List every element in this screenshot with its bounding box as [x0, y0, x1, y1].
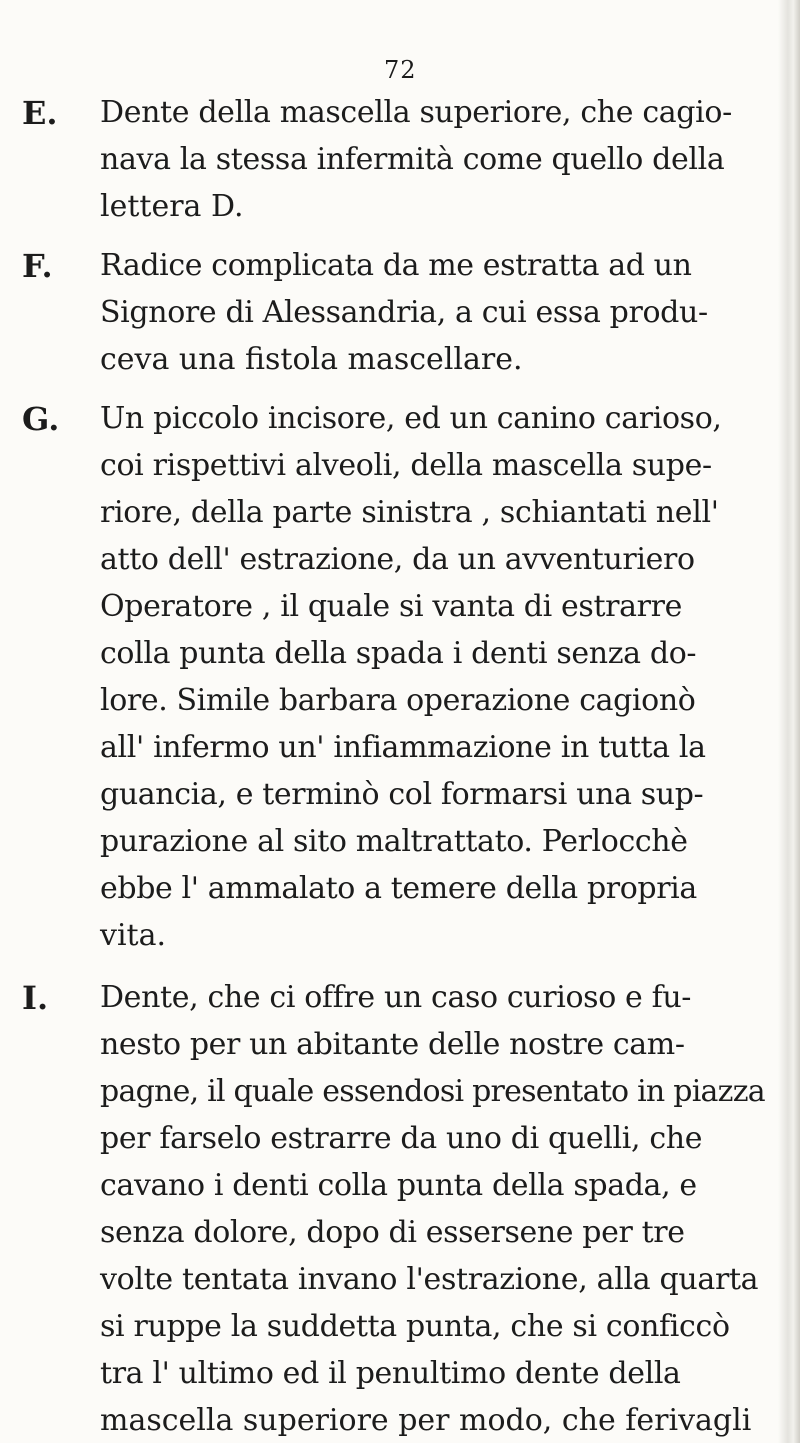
text-line: pagne, il quale essendosi presentato in piazza [100, 1074, 765, 1109]
entry-letter: F. [22, 247, 53, 285]
text-line: Operatore , il quale si vanta di estrarre [100, 589, 682, 624]
text-line: senza dolore, dopo di essersene per tre [100, 1215, 685, 1250]
text-line: coi rispettivi alveoli, della mascella supe- [100, 448, 712, 483]
page-edge [778, 0, 800, 1443]
entry-letter: G. [22, 400, 60, 438]
text-line: lore. Simile barbara operazione cagionò [100, 683, 696, 718]
text-line: nesto per un abitante delle nostre cam- [100, 1027, 685, 1062]
text-line: cavano i denti colla punta della spada, e [100, 1168, 697, 1203]
entry-text [100, 396, 780, 960]
text-line: lettera D. [100, 189, 244, 224]
text-line: Dente, che ci offre un caso curioso e fu- [100, 980, 692, 1015]
text-line: si ruppe la suddetta punta, che si conficcò [100, 1309, 730, 1344]
entry-letter: E. [22, 94, 58, 132]
text-line: guancia, e terminò col formarsi una sup- [100, 777, 704, 812]
text-line: ebbe l' ammalato a temere della propria [100, 871, 697, 906]
text-line: Radice complicata da me estratta ad un [100, 248, 692, 283]
entry-text [100, 975, 780, 1445]
text-line: mascella superiore per modo, che ferivagli [100, 1403, 752, 1438]
text-line: per farselo estrarre da uno di quelli, che [100, 1121, 703, 1156]
text-line: all' infermo un' infiammazione in tutta la [100, 730, 706, 765]
text-line: ceva una fistola mascellare. [100, 342, 523, 377]
text-line: tra l' ultimo ed il penultimo dente della [100, 1356, 681, 1391]
text-line: Signore di Alessandria, a cui essa produ- [100, 295, 708, 330]
text-line: nava la stessa infermità come quello della [100, 142, 725, 177]
text-line: volte tentata invano l'estrazione, alla quarta [100, 1262, 759, 1297]
text-line: purazione al sito maltrattato. Perlocchè [100, 824, 688, 859]
entry-text [100, 243, 780, 384]
page-number: 72 [384, 56, 417, 84]
text-line: colla punta della spada i denti senza do- [100, 636, 697, 671]
text-line: vita. [100, 918, 167, 953]
text-line: riore, della parte sinistra , schiantati nell' [100, 495, 719, 530]
entry-text [100, 90, 780, 231]
text-line: Dente della mascella superiore, che cagio- [100, 95, 732, 130]
text-line: atto dell' estrazione, da un avventuriero [100, 542, 695, 577]
text-line: Un piccolo incisore, ed un canino carioso, [100, 401, 722, 436]
entry-letter: I. [22, 979, 49, 1017]
